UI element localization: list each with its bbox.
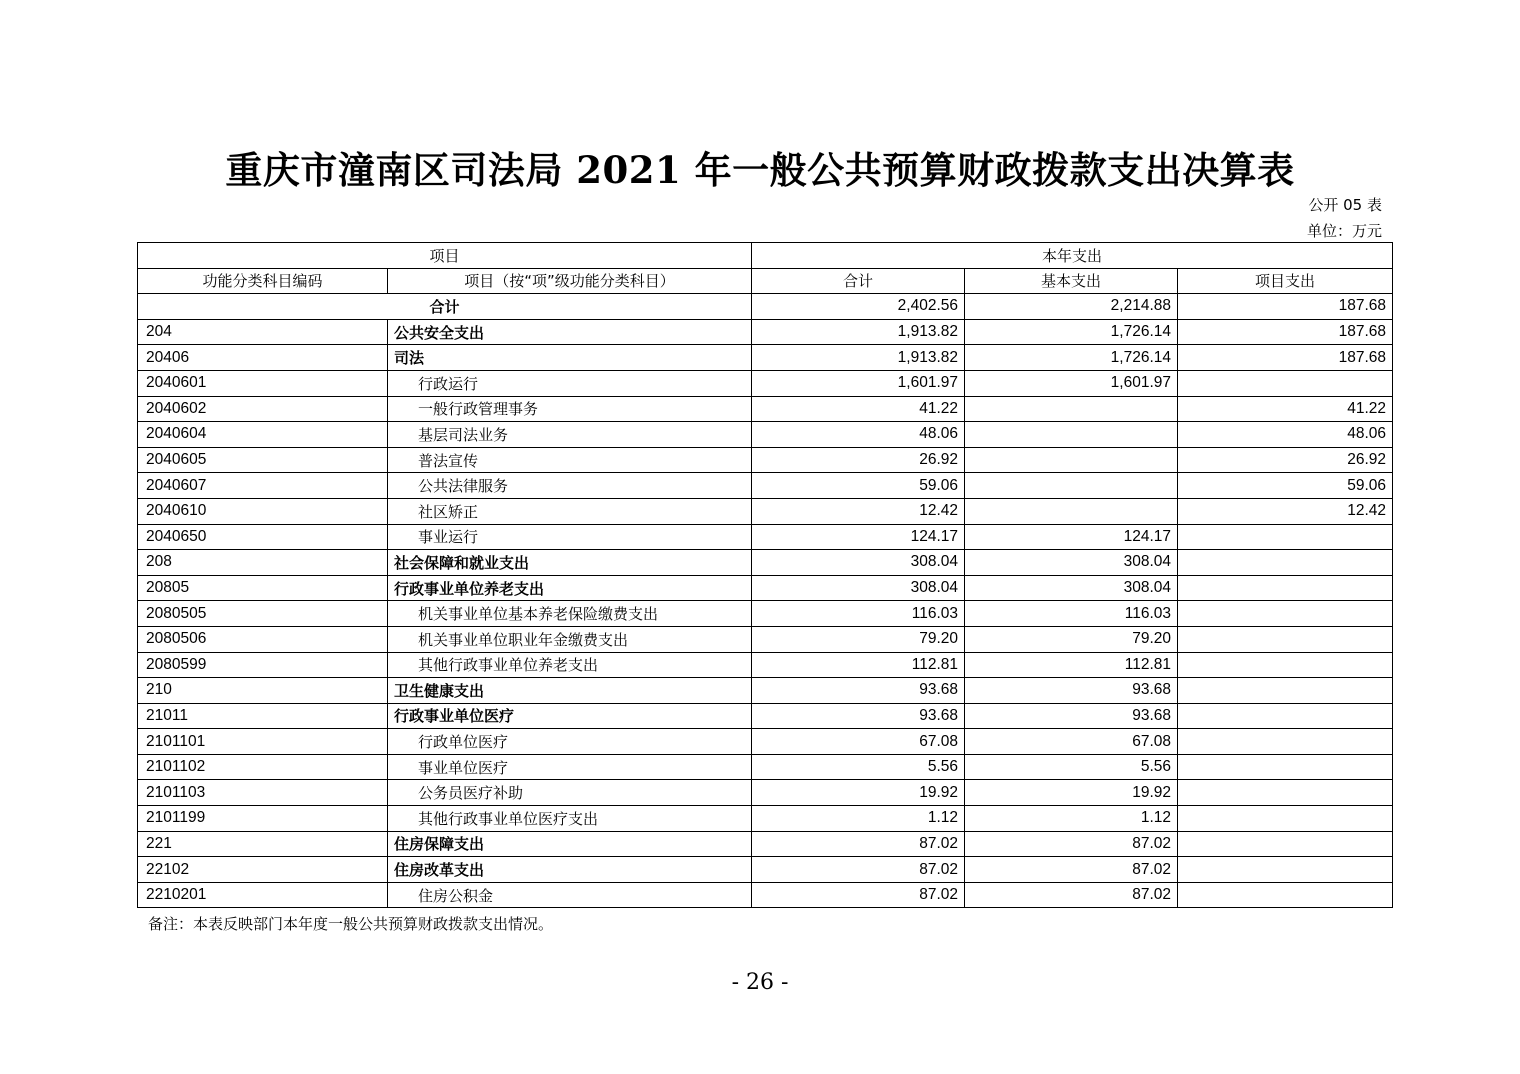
table-row: [138, 524, 1393, 550]
cell-code: 21011: [138, 703, 388, 729]
cell-name: 机关事业单位职业年金缴费支出: [388, 626, 752, 652]
cell-project: 59.06: [1178, 473, 1393, 499]
table-row: [138, 396, 1393, 422]
cell-total: 87.02: [752, 882, 965, 908]
cell-total: 5.56: [752, 754, 965, 780]
cell-total: 59.06: [752, 473, 965, 499]
cell-name: 社会保障和就业支出: [388, 550, 752, 576]
table-row: [138, 447, 1393, 473]
table-row: [138, 806, 1393, 832]
cell-name: 公共法律服务: [388, 473, 752, 499]
table-row: [138, 575, 1393, 601]
cell-total: 41.22: [752, 396, 965, 422]
header-code: 功能分类科目编码: [138, 268, 388, 294]
total-row: [138, 294, 1393, 320]
cell-project: [1178, 626, 1393, 652]
cell-basic: 93.68: [965, 703, 1178, 729]
cell-code: 208: [138, 550, 388, 576]
cell-code: 2040601: [138, 370, 388, 396]
cell-total: 116.03: [752, 601, 965, 627]
cell-name: 其他行政事业单位医疗支出: [388, 806, 752, 832]
cell-total: 308.04: [752, 575, 965, 601]
cell-basic: 1,601.97: [965, 370, 1178, 396]
header-row-2: [138, 268, 1393, 294]
cell-basic: 308.04: [965, 550, 1178, 576]
header-project: 项目支出: [1178, 268, 1393, 294]
cell-code: 2040610: [138, 498, 388, 524]
table-row: [138, 422, 1393, 448]
cell-project: 187.68: [1178, 345, 1393, 371]
cell-project: [1178, 652, 1393, 678]
cell-code: 2101102: [138, 754, 388, 780]
cell-project: [1178, 754, 1393, 780]
cell-project: [1178, 729, 1393, 755]
table-row: [138, 473, 1393, 499]
cell-name: 事业运行: [388, 524, 752, 550]
cell-code: 2101199: [138, 806, 388, 832]
cell-code: 2040607: [138, 473, 388, 499]
cell-name: 公共安全支出: [388, 319, 752, 345]
cell-name: 行政事业单位医疗: [388, 703, 752, 729]
table-row: [138, 780, 1393, 806]
cell-total: 12.42: [752, 498, 965, 524]
table-row: [138, 754, 1393, 780]
cell-basic: 87.02: [965, 857, 1178, 883]
header-current-year: 本年支出: [752, 243, 1393, 269]
cell-name: 住房公积金: [388, 882, 752, 908]
cell-project: [1178, 370, 1393, 396]
cell-total: 124.17: [752, 524, 965, 550]
cell-project: [1178, 678, 1393, 704]
cell-total: 67.08: [752, 729, 965, 755]
cell-name: 社区矫正: [388, 498, 752, 524]
cell-code: 2040605: [138, 447, 388, 473]
cell-basic: 79.20: [965, 626, 1178, 652]
cell-total: 1,913.82: [752, 319, 965, 345]
cell-code: 20805: [138, 575, 388, 601]
cell-name: 公务员医疗补助: [388, 780, 752, 806]
total-cell-project: 187.68: [1178, 294, 1393, 320]
cell-basic: 1,726.14: [965, 319, 1178, 345]
cell-code: 2040602: [138, 396, 388, 422]
cell-name: 司法: [388, 345, 752, 371]
cell-code: 2101103: [138, 780, 388, 806]
table-row: [138, 550, 1393, 576]
cell-project: [1178, 575, 1393, 601]
table-row: [138, 652, 1393, 678]
cell-project: 41.22: [1178, 396, 1393, 422]
cell-code: 2080506: [138, 626, 388, 652]
cell-basic: 19.92: [965, 780, 1178, 806]
cell-project: [1178, 524, 1393, 550]
cell-code: 2080599: [138, 652, 388, 678]
table-row: [138, 319, 1393, 345]
total-label: 合计: [138, 294, 752, 320]
cell-name: 行政事业单位养老支出: [388, 575, 752, 601]
cell-basic: 87.02: [965, 882, 1178, 908]
cell-project: [1178, 831, 1393, 857]
cell-total: 79.20: [752, 626, 965, 652]
total-cell-total: 2,402.56: [752, 294, 965, 320]
cell-basic: [965, 473, 1178, 499]
cell-total: 87.02: [752, 857, 965, 883]
cell-project: [1178, 882, 1393, 908]
cell-basic: 1,726.14: [965, 345, 1178, 371]
cell-name: 行政运行: [388, 370, 752, 396]
cell-code: 2080505: [138, 601, 388, 627]
table-row: [138, 882, 1393, 908]
cell-code: 221: [138, 831, 388, 857]
total-cell-basic: 2,214.88: [965, 294, 1178, 320]
cell-name: 其他行政事业单位养老支出: [388, 652, 752, 678]
cell-project: [1178, 806, 1393, 832]
cell-name: 卫生健康支出: [388, 678, 752, 704]
cell-code: 210: [138, 678, 388, 704]
cell-project: [1178, 857, 1393, 883]
cell-name: 一般行政管理事务: [388, 396, 752, 422]
cell-code: 2101101: [138, 729, 388, 755]
table-row: [138, 729, 1393, 755]
cell-name: 事业单位医疗: [388, 754, 752, 780]
table-row: [138, 370, 1393, 396]
cell-total: 112.81: [752, 652, 965, 678]
cell-name: 住房改革支出: [388, 857, 752, 883]
cell-code: 2040650: [138, 524, 388, 550]
cell-basic: 1.12: [965, 806, 1178, 832]
cell-basic: 67.08: [965, 729, 1178, 755]
cell-project: [1178, 550, 1393, 576]
cell-project: 187.68: [1178, 319, 1393, 345]
cell-project: 26.92: [1178, 447, 1393, 473]
table-row: [138, 498, 1393, 524]
expenditure-table: [137, 242, 1393, 908]
cell-name: 行政单位医疗: [388, 729, 752, 755]
table-row: [138, 678, 1393, 704]
cell-code: 20406: [138, 345, 388, 371]
cell-basic: 5.56: [965, 754, 1178, 780]
table-row: [138, 857, 1393, 883]
cell-total: 48.06: [752, 422, 965, 448]
cell-basic: 116.03: [965, 601, 1178, 627]
footnote: 备注：本表反映部门本年度一般公共预算财政拨款支出情况。: [148, 915, 554, 933]
cell-project: [1178, 780, 1393, 806]
cell-total: 19.92: [752, 780, 965, 806]
header-basic: 基本支出: [965, 268, 1178, 294]
cell-basic: [965, 447, 1178, 473]
cell-total: 308.04: [752, 550, 965, 576]
unit-label: 单位：万元: [1306, 222, 1382, 240]
cell-basic: 87.02: [965, 831, 1178, 857]
header-row-1: [138, 243, 1393, 269]
table-row: [138, 831, 1393, 857]
table-row: [138, 626, 1393, 652]
cell-total: 93.68: [752, 703, 965, 729]
table-row: [138, 345, 1393, 371]
cell-total: 1,913.82: [752, 345, 965, 371]
cell-total: 87.02: [752, 831, 965, 857]
cell-basic: 112.81: [965, 652, 1178, 678]
table-row: [138, 703, 1393, 729]
header-name: 项目（按“项”级功能分类科目）: [388, 268, 752, 294]
cell-name: 住房保障支出: [388, 831, 752, 857]
cell-total: 26.92: [752, 447, 965, 473]
cell-name: 机关事业单位基本养老保险缴费支出: [388, 601, 752, 627]
cell-code: 204: [138, 319, 388, 345]
cell-basic: 308.04: [965, 575, 1178, 601]
cell-project: [1178, 703, 1393, 729]
cell-name: 基层司法业务: [388, 422, 752, 448]
cell-project: [1178, 601, 1393, 627]
cell-total: 1.12: [752, 806, 965, 832]
cell-name: 普法宣传: [388, 447, 752, 473]
table-code-label: 公开 05 表: [1308, 196, 1382, 214]
header-item: 项目: [138, 243, 752, 269]
page-title: 重庆市潼南区司法局 2021 年一般公共预算财政拨款支出决算表: [225, 148, 1295, 192]
cell-basic: [965, 498, 1178, 524]
cell-code: 2040604: [138, 422, 388, 448]
cell-project: 12.42: [1178, 498, 1393, 524]
cell-basic: 93.68: [965, 678, 1178, 704]
table-row: [138, 601, 1393, 627]
cell-project: 48.06: [1178, 422, 1393, 448]
page-number: - 26 -: [731, 970, 789, 995]
cell-basic: [965, 396, 1178, 422]
cell-total: 93.68: [752, 678, 965, 704]
cell-code: 2210201: [138, 882, 388, 908]
header-total: 合计: [752, 268, 965, 294]
cell-basic: [965, 422, 1178, 448]
cell-total: 1,601.97: [752, 370, 965, 396]
cell-basic: 124.17: [965, 524, 1178, 550]
cell-code: 22102: [138, 857, 388, 883]
